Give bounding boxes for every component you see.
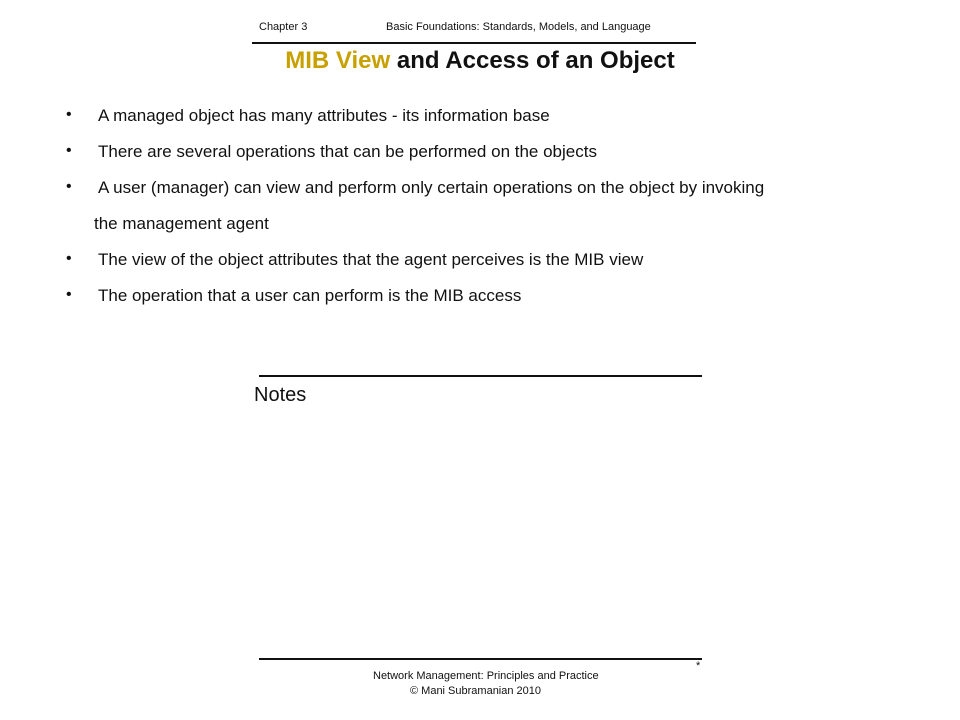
bullet-item: A user (manager) can view and perform only certain operations on the object by invoking (98, 178, 765, 197)
bullet-marker: • (66, 106, 72, 123)
bullet-marker: • (66, 250, 72, 267)
footer-copyright: © Mani Subramanian 2010 (410, 685, 542, 697)
bullet-marker: • (66, 142, 72, 159)
bullet-item: A managed object has many attributes - its information base (98, 106, 550, 125)
bullet-marker: • (66, 178, 72, 195)
footer-star: * (696, 660, 701, 672)
chapter-label: Chapter 3 (259, 21, 308, 33)
bullet-item: There are several operations that can be performed on the objects (98, 142, 597, 161)
bullet-marker: • (66, 286, 72, 303)
bullet-item-continuation: the management agent (94, 214, 269, 233)
footer-divider (259, 658, 702, 660)
bullet-item: The operation that a user can perform is the MIB access (98, 286, 522, 305)
title-highlight: MIB View (285, 47, 391, 74)
page-title (0, 47, 960, 75)
title-rest: and Access of an Object (390, 47, 675, 74)
bullet-item: The view of the object attributes that the agent perceives is the MIB view (98, 250, 644, 269)
header-divider (252, 42, 696, 44)
notes-heading: Notes (254, 384, 307, 406)
chapter-subtitle: Basic Foundations: Standards, Models, and Language (386, 21, 651, 33)
notes-divider (259, 375, 702, 377)
footer-book-title: Network Management: Principles and Practice (373, 670, 599, 682)
